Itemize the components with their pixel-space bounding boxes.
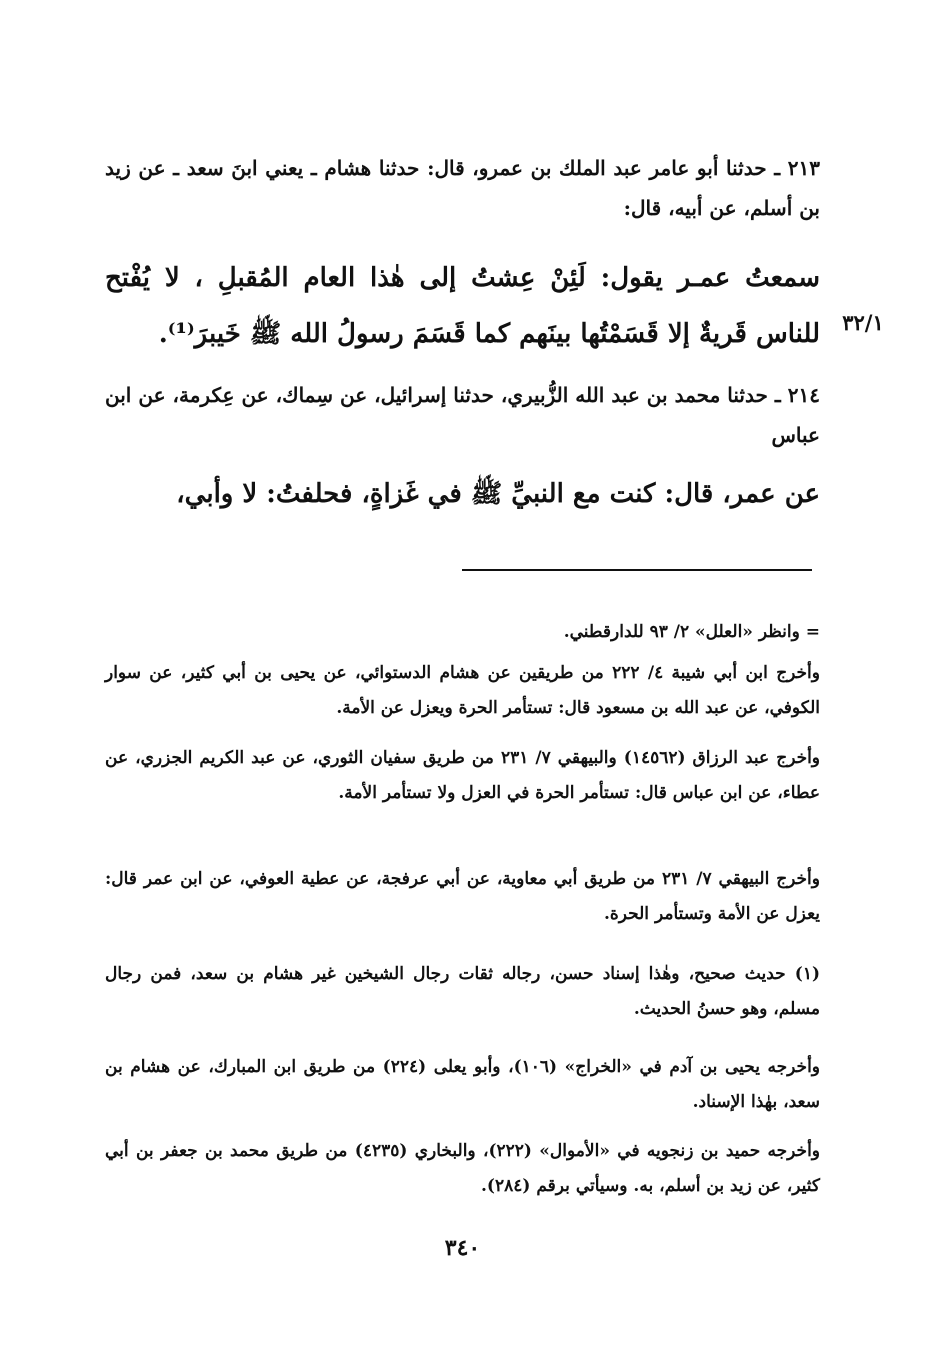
footnote-paragraph: وأخرج البيهقي ٧/ ٢٣١ من طريق أبي معاوية، عن أبي عرفجة، عن عطية العوفي، عن ابن عمر قال: يعزل عن الأمة وتستأمر الحرة. (105, 869, 820, 924)
hadith-213-isnad: ٢١٣ ـ حدثنا أبو عامر عبد الملك بن عمرو، قال: حدثنا هشام ـ يعني ابنَ سعد ـ عن زيد بن أسلم، عن أبيه، قال: (105, 156, 820, 220)
hadith-214-matn: عن عمر، قال: كنت مع النبيِّ ﷺ في غَزاةٍ، فحلفتُ: لا وأبي، (176, 479, 820, 509)
margin-volume-page-reference: ٣٢/١ (842, 310, 884, 335)
footnote-paragraph: وأخرج ابن أبي شيبة ٤/ ٢٢٢ من طريقين عن هشام الدستوائي، عن يحيى بن أبي كثير، عن سوار الكوفي، عن عبد الله بن مسعود قال: تستأمر الحرة ويعزل عن الأمة. (105, 663, 820, 718)
footnote-1: (١) حديث صحيح، وهٰذا إسناد حسن، رجاله ثقات رجال الشيخين غير هشام بن سعد، فمن رجال مسلم، وهو حسنُ الحديث. (105, 964, 820, 1019)
footnote-1-paragraph: وأخرجه حميد بن زنجويه في «الأموال» (٢٢٢)، والبخاري (٤٢٣٥) من طريق محمد بن جعفر بن أبي كثير، عن زيد بن أسلم، به. وسيأتي برقم (٢٨٤). (105, 1141, 821, 1196)
footnote-separator (462, 569, 812, 571)
footnote-1-paragraph: وأخرجه يحيى بن آدم في «الخراج» (١٠٦)، وأبو يعلى (٢٢٤) من طريق ابن المبارك، عن هشام بن سعد، بهٰذا الإسناد. (105, 1057, 820, 1112)
footnote-continuation: = وانظر «العلل» ٢/ ٩٣ للدارقطني. (563, 622, 820, 642)
page-number: ٣٤٠ (444, 1235, 481, 1261)
footnote-paragraph: وأخرج عبد الرزاق (١٤٥٦٢) والبيهقي ٧/ ٢٣١ من طريق سفيان الثوري، عن عبد الكريم الجزري، عن عطاء، عن ابن عباس قال: تستأمر الحرة في العزل ولا تستأمر الأمة. (105, 748, 821, 803)
hadith-213-matn: سمعتُ عمـر يقول: لَئِنْ عِشتُ إلى هٰذا العام المُقبلِ ، لا يُفْتح للناس قَريةٌ إلا قَسَمْتُها بينَهم كما قَسَمَ رسولُ الله ﷺ خَيبرَ⁽¹⁾. (105, 263, 820, 349)
hadith-214-isnad: ٢١٤ ـ حدثنا محمد بن عبد الله الزُّبيري، حدثنا إسرائيل، عن سِماك، عن عِكرمة، عن ابن عباس (105, 383, 820, 447)
